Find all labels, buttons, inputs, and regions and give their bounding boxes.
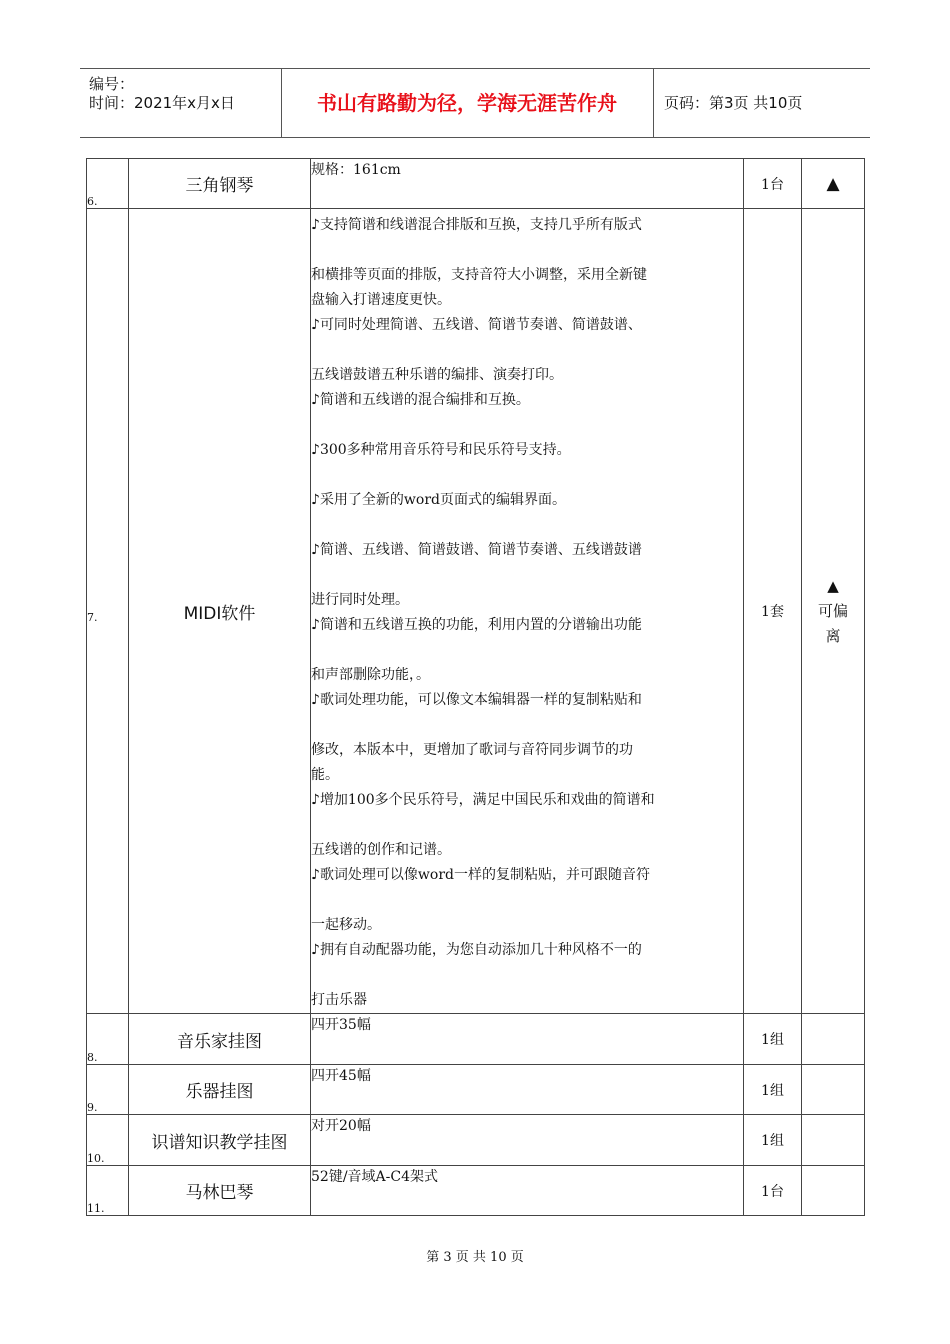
page-header	[80, 68, 870, 138]
feature-text: 歌词处理可以像word一样的复制粘贴，并可跟随音符	[319, 867, 651, 883]
feature-text: 进行同时处理。	[311, 592, 409, 608]
feature-line	[311, 988, 737, 1013]
table-row	[87, 1115, 865, 1166]
feature-text: 简谱、五线谱、简谱鼓谱、简谱节奏谱、五线谱鼓谱	[319, 542, 642, 558]
row-number: 8.	[87, 1014, 129, 1065]
music-note-icon: ♪	[311, 617, 320, 633]
item-name: MIDI软件	[129, 209, 311, 1014]
item-spec: 52键/音域A-C4架式	[311, 1166, 744, 1216]
music-note-icon: ♪	[311, 692, 320, 708]
feature-line	[311, 588, 737, 613]
feature-text: 一起移动。	[311, 917, 381, 933]
feature-line	[311, 313, 737, 338]
feature-line	[311, 388, 737, 413]
item-name: 识谱知识教学挂图	[129, 1115, 311, 1166]
feature-text: 支持简谱和线谱混合排版和互换，支持几乎所有版式	[319, 217, 642, 233]
feature-line	[311, 738, 737, 763]
row-number: 6.	[87, 159, 129, 209]
document-time: 时间：2021年x月x日	[89, 94, 235, 112]
item-quantity: 1台	[744, 159, 802, 209]
item-name: 马林巴琴	[129, 1166, 311, 1216]
feature-text: 能。	[311, 767, 339, 783]
item-quantity: 1组	[744, 1065, 802, 1115]
feature-text: 采用了全新的word页面式的编辑界面。	[319, 492, 567, 508]
feature-text: 盘输入打谱速度更快。	[311, 292, 451, 308]
item-quantity: 1组	[744, 1115, 802, 1166]
item-mark	[802, 1166, 865, 1216]
table-row	[87, 1014, 865, 1065]
feature-text: 修改，本版本中，更增加了歌词与音符同步调节的功	[311, 742, 633, 758]
music-note-icon: ♪	[311, 442, 320, 458]
item-name: 乐器挂图	[129, 1065, 311, 1115]
header-meta	[80, 69, 280, 137]
feature-line	[311, 913, 737, 938]
feature-line	[311, 288, 737, 313]
feature-line	[311, 788, 737, 813]
document-number: 编号：	[89, 75, 135, 93]
feature-text: 300多种常用音乐符号和民乐符号支持。	[319, 442, 571, 458]
music-note-icon: ♪	[311, 942, 320, 958]
feature-line	[311, 363, 737, 388]
feature-line	[311, 763, 737, 788]
music-note-icon: ♪	[311, 392, 320, 408]
item-spec: 四开35幅	[311, 1014, 744, 1065]
equipment-table	[86, 158, 865, 1216]
item-mark	[802, 1065, 865, 1115]
feature-text: 简谱和五线谱的混合编排和互换。	[319, 392, 530, 408]
feature-text: 五线谱的创作和记谱。	[311, 842, 451, 858]
feature-line	[311, 263, 737, 288]
feature-line	[311, 663, 737, 688]
table-row	[87, 159, 865, 209]
mark-note-line: 离	[825, 626, 841, 645]
item-spec: 对开20幅	[311, 1115, 744, 1166]
item-mark: ▲	[802, 159, 865, 209]
table-row	[87, 1166, 865, 1216]
music-note-icon: ♪	[311, 492, 320, 508]
item-features	[311, 209, 744, 1014]
feature-text: 增加100多个民乐符号，满足中国民乐和戏曲的简谱和	[319, 792, 655, 808]
item-mark	[802, 209, 865, 1014]
music-note-icon: ♪	[311, 217, 320, 233]
item-mark	[802, 1014, 865, 1065]
item-quantity: 1组	[744, 1014, 802, 1065]
item-name: 三角钢琴	[129, 159, 311, 209]
row-number: 10.	[87, 1115, 129, 1166]
row-number: 7.	[87, 209, 129, 1014]
feature-line	[311, 613, 737, 638]
item-mark	[802, 1115, 865, 1166]
feature-line	[311, 488, 737, 513]
feature-line	[311, 688, 737, 713]
feature-text: 五线谱鼓谱五种乐谱的编排、演奏打印。	[311, 367, 563, 383]
music-note-icon: ♪	[311, 867, 320, 883]
header-page-info: 页码：第3页 共10页	[664, 94, 803, 112]
item-spec: 规格：161cm	[311, 159, 744, 209]
music-note-icon: ♪	[311, 792, 320, 808]
mark-note-line: 可偏	[817, 601, 848, 620]
feature-line	[311, 938, 737, 963]
item-spec: 四开45幅	[311, 1065, 744, 1115]
feature-line	[311, 538, 737, 563]
music-note-icon: ♪	[311, 317, 320, 333]
feature-text: 歌词处理功能，可以像文本编辑器一样的复制粘贴和	[319, 692, 642, 708]
row-number: 9.	[87, 1065, 129, 1115]
feature-line	[311, 213, 737, 238]
feature-list	[311, 213, 737, 1013]
item-quantity: 1套	[744, 209, 802, 1014]
music-note-icon: ♪	[311, 542, 320, 558]
feature-text: 简谱和五线谱互换的功能，利用内置的分谱输出功能	[319, 617, 642, 633]
feature-line	[311, 838, 737, 863]
item-quantity: 1台	[744, 1166, 802, 1216]
feature-text: 打击乐器	[311, 992, 367, 1008]
header-motto: 书山有路勤为径，学海无涯苦作舟	[317, 91, 617, 115]
feature-line	[311, 863, 737, 888]
feature-line	[311, 438, 737, 463]
page-footer: 第 3 页 共 10 页	[426, 1250, 524, 1265]
row-number: 11.	[87, 1166, 129, 1216]
feature-text: 可同时处理简谱、五线谱、简谱节奏谱、简谱鼓谱、	[319, 317, 642, 333]
table-row	[87, 209, 865, 1014]
feature-text: 和横排等页面的排版，支持音符大小调整，采用全新键	[311, 267, 647, 283]
item-name: 音乐家挂图	[129, 1014, 311, 1065]
feature-text: 拥有自动配器功能，为您自动添加几十种风格不一的	[319, 942, 642, 958]
table-row	[87, 1065, 865, 1115]
triangle-mark: ▲	[827, 576, 839, 595]
feature-text: 和声部删除功能，。	[311, 667, 430, 683]
